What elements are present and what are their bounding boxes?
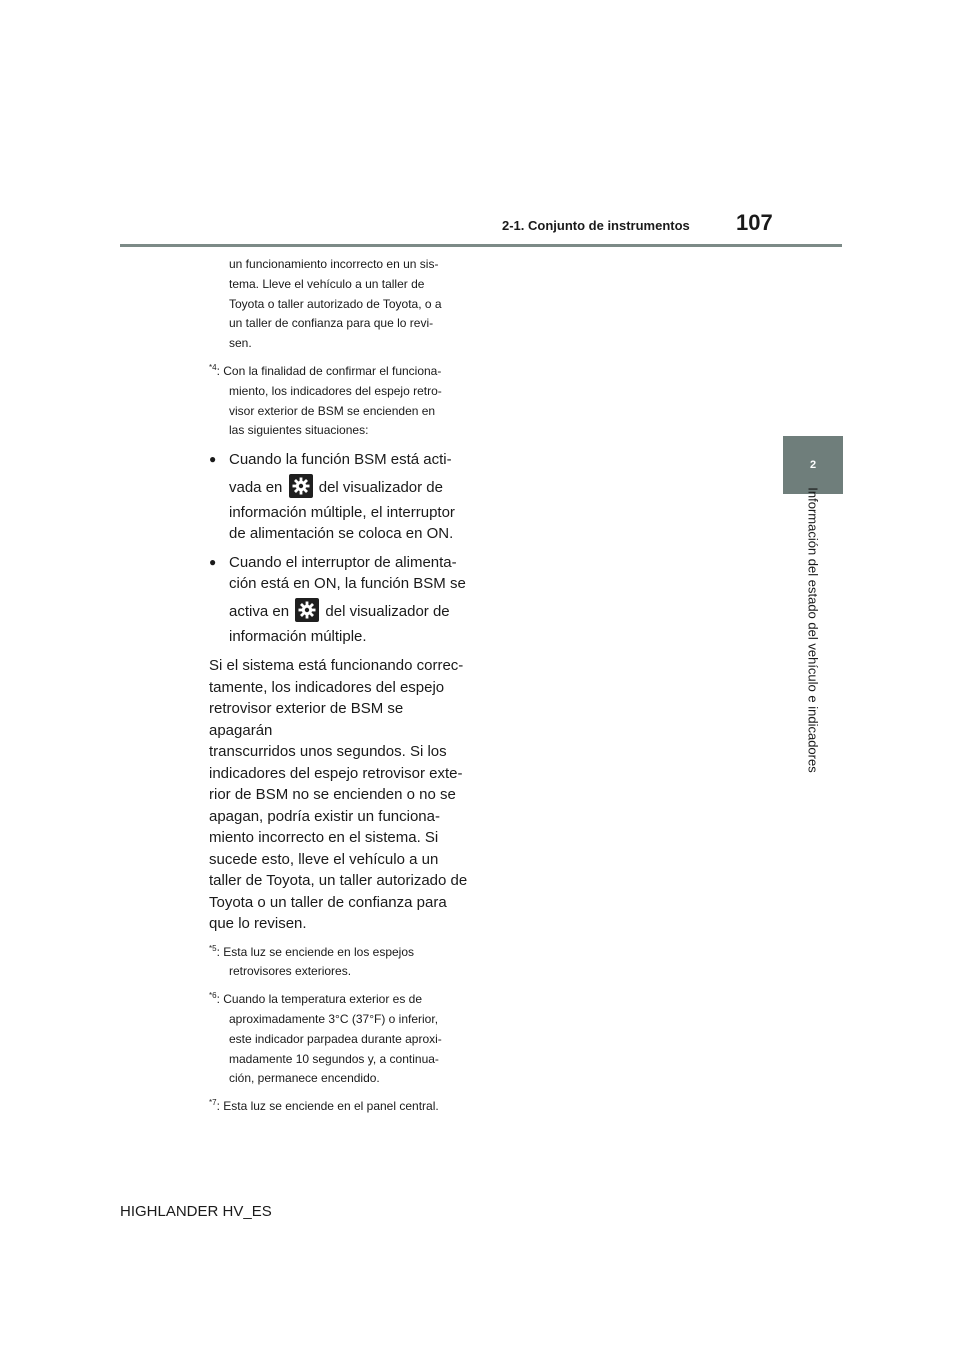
text-line: Cuando la función BSM está acti- — [229, 451, 452, 469]
text-line: un funcionamiento incorrecto en un sis- — [229, 257, 439, 271]
text-line: : Cuando la temperatura exterior es de — [216, 992, 423, 1007]
footnote-mark: *7 — [209, 1098, 217, 1108]
text-line: vada en — [229, 479, 283, 497]
text-line: retrovisores exteriores. — [229, 964, 352, 979]
bullet-item-1 — [209, 449, 469, 544]
text-line: información múltiple. — [229, 628, 367, 646]
footnote-mark: *5 — [209, 943, 217, 953]
text-line: del visualizador de — [325, 603, 450, 621]
text-line: : Esta luz se enciende en el panel central. — [216, 1099, 439, 1114]
text-line: madamente 10 segundos y, a continua- — [229, 1051, 439, 1066]
footnote-4 — [209, 358, 469, 441]
bullet-icon: ● — [209, 452, 217, 467]
text-line: ción, permanece encendido. — [229, 1071, 380, 1086]
footnote-body — [209, 358, 442, 441]
text-line: Cuando el interruptor de alimenta- — [229, 554, 457, 572]
text-line: miento, los indicadores del espejo retro- — [229, 383, 442, 398]
header-rule — [120, 244, 842, 247]
gear-icon — [295, 598, 319, 622]
text-line: que lo revisen. — [209, 915, 307, 933]
text-line: Si el sistema está funcionando correc- — [209, 657, 464, 675]
footnote-body — [209, 986, 442, 1089]
text-line: las siguientes situaciones: — [229, 423, 369, 438]
text-line: taller de Toyota, un taller autorizado de — [209, 872, 468, 890]
page-number: 107 — [736, 210, 773, 235]
text-line: activa en — [229, 603, 290, 621]
text-line: : Con la finalidad de confirmar el funciona- — [216, 363, 442, 378]
footnote-body — [209, 1093, 439, 1117]
text-line: apagan, podría existir un funciona- — [209, 807, 440, 825]
footnote-6 — [209, 986, 469, 1089]
text-line: : Esta luz se enciende en los espejos — [216, 944, 415, 959]
chapter-tab — [783, 436, 843, 494]
bullet-icon: ● — [209, 555, 217, 570]
footnote-7 — [209, 1093, 469, 1117]
chapter-number: 2 — [809, 459, 817, 471]
section-header: 2-1. Conjunto de instrumentos — [502, 218, 690, 233]
text-line: aproximadamente 3°C (37°F) o inferior, — [229, 1012, 439, 1027]
footnote-mark: *6 — [209, 991, 217, 1001]
text-line: Toyota o un taller de confianza para — [209, 893, 447, 911]
text-line: tema. Lleve el vehículo a un taller de — [229, 276, 425, 291]
text-line: rior de BSM no se encienden o no se — [209, 786, 456, 804]
text-line: tamente, los indicadores del espejo — [209, 678, 445, 696]
text-line: este indicador parpadea durante aproxi- — [229, 1031, 442, 1046]
document-code: HIGHLANDER HV_ES — [120, 1203, 272, 1220]
body-paragraph — [209, 655, 469, 935]
text-line: de alimentación se coloca en ON. — [229, 525, 454, 543]
chapter-title: Información del estado del vehículo e indicadores — [805, 487, 821, 773]
text-line: un taller de confianza para que lo revi- — [229, 316, 434, 331]
bullet-text — [229, 449, 469, 544]
text-line: indicadores del espejo retrovisor exte- — [209, 764, 463, 782]
footnote-mark: *4 — [209, 362, 217, 372]
text-line: retrovisor exterior de BSM se apagarán — [209, 700, 404, 739]
text-line: miento incorrecto en el sistema. Si — [209, 829, 439, 847]
text-line: transcurridos unos segundos. Si los — [209, 743, 447, 761]
text-line: sen. — [229, 336, 252, 351]
footnote-body — [209, 939, 414, 983]
text-line: sucede esto, lleve el vehículo a un — [209, 850, 439, 868]
footnote-5 — [209, 939, 469, 983]
text-line: visor exterior de BSM se encienden en — [229, 403, 436, 418]
bullet-item-2 — [209, 552, 469, 647]
text-line: ción está en ON, la función BSM se — [229, 575, 466, 593]
text-line: Toyota o taller autorizado de Toyota, o a — [229, 296, 442, 311]
bullet-text — [229, 552, 469, 647]
gear-icon — [289, 474, 313, 498]
text-line: del visualizador de — [318, 479, 443, 497]
text-line: información múltiple, el interruptor — [229, 504, 455, 522]
main-content — [209, 255, 469, 1117]
continuation-text — [209, 255, 469, 354]
